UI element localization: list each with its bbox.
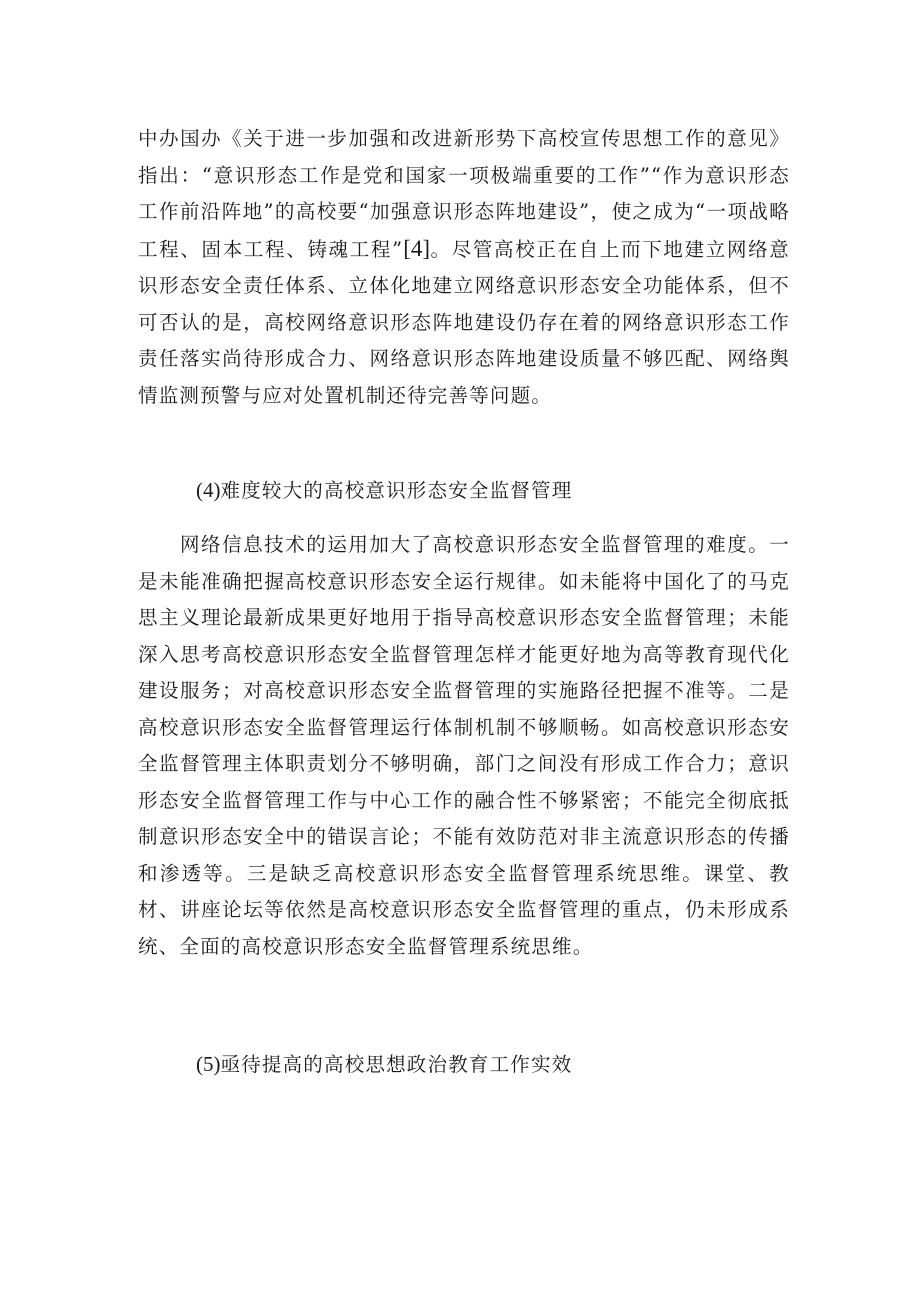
section-heading-4-title: 难度较大的高校意识形态安全监督管理 (220, 479, 573, 502)
citation-reference: [4] (403, 235, 431, 261)
body-paragraph-2: 网络信息技术的运用加大了高校意识形态安全监督管理的难度。一是未能准确把握高校意识形态安全运行规律。如未能将中国化了的马克思主义理论最新成果更好地用于指导高校意识形态安全监督管理；未能深入思考高校意识形态安全监督管理怎样才能更好地为高等教育现代化建设服务；对高校意识形态安全监督管理的实施路径把握不准等。二是高校意识形态安全监督管理运行体制机制不够顺畅。如高校意识形态安全监督管理主体职责划分不够明确，部门之间没有形成工作合力；意识形态安全监督管理工作与中心工作的融合性不够紧密；不能完全彻底抵制意识形态安全中的错误言论；不能有效防范对非主流意识形态的传播和渗透等。三是缺乏高校意识形态安全监督管理系统思维。课堂、教材、讲座论坛等依然是高校意识形态安全监督管理的重点，仍未形成系统、全面的高校意识形态安全监督管理系统思维。 (138, 533, 790, 958)
section-heading-5-number: (5) (196, 1052, 221, 1076)
section-heading-5 (196, 1046, 796, 1084)
paragraph-1-text-continued: 。尽管高校正在自上而下地建立网络意识形态安全责任体系、立体化地建立网络意识形态安全功能体系，但不可否认的是，高校网络意识形态阵地建设仍存在着的网络意识形态工作责任落实尚待形成合力、网络意识形态阵地建设质量不够匹配、网络舆情监测预警与应对处置机制还待完善等问题。 (138, 237, 790, 407)
body-paragraph-1 (138, 121, 790, 414)
section-heading-4-number: (4) (196, 478, 221, 502)
paragraph-1-text: 中办国办《关于进一步加强和改进新形势下高校宣传思想工作的意见》指出：“意识形态工作是党和国家一项极端重要的工作”“作为意识形态工作前沿阵地”的高校要“加强意识形态阵地建设”，使之成为“一项战略工程、固本工程、铸魂工程” (138, 127, 790, 261)
section-heading-4 (196, 472, 796, 510)
section-heading-5-title: 亟待提高的高校思想政治教育工作实效 (220, 1053, 573, 1076)
